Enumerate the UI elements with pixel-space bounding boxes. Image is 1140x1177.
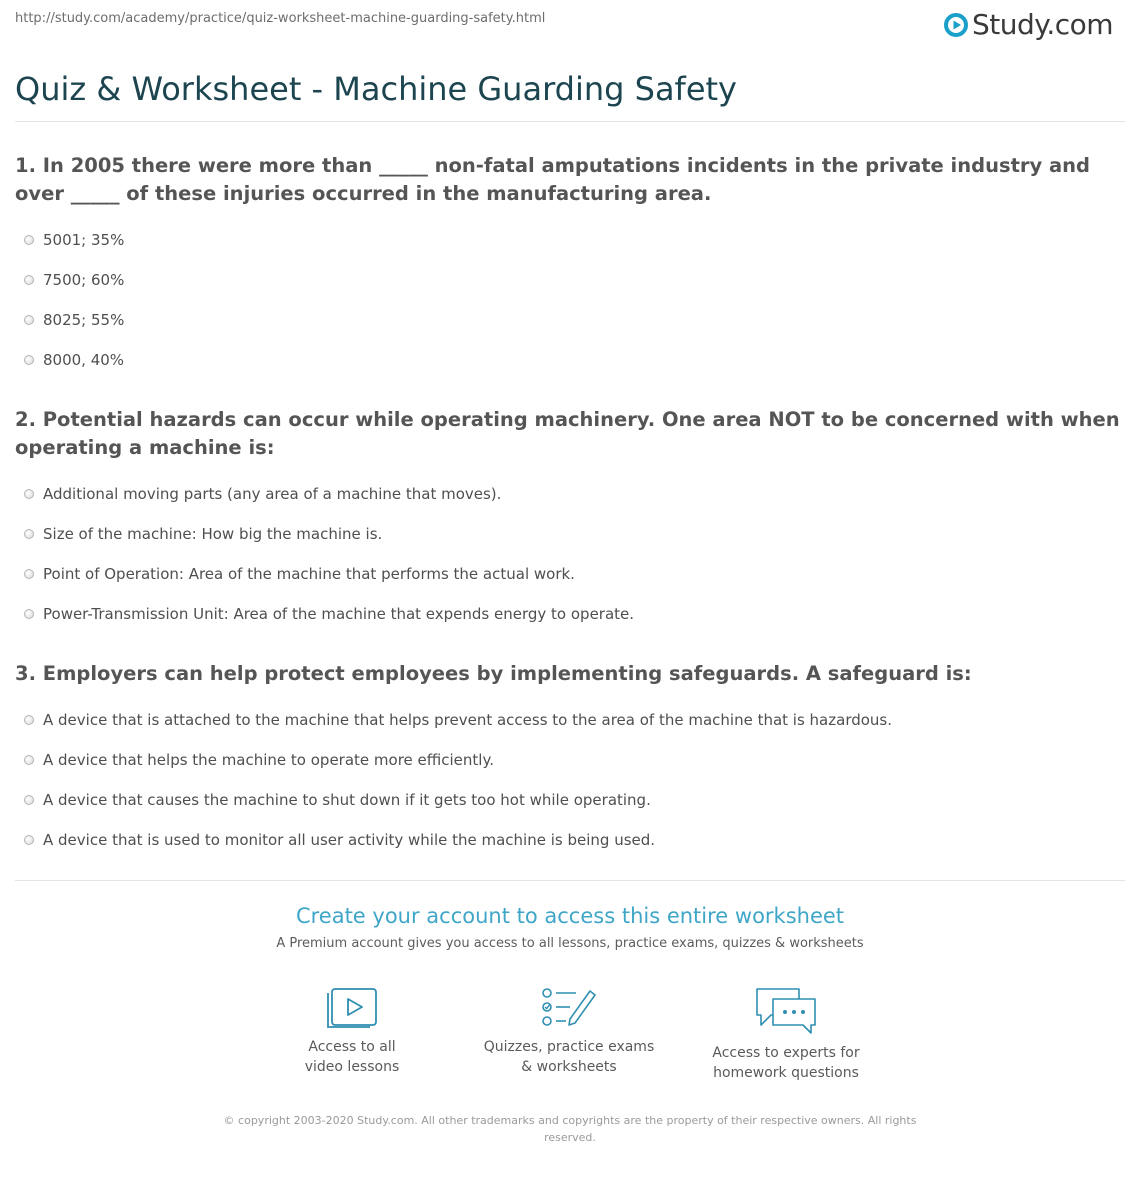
copyright-notice: © copyright 2003-2020 Study.com. All other trademarks and copyrights are the property of their respective owners. All rights reserved.: [223, 1114, 917, 1144]
answer-label: 5001; 35%: [43, 231, 125, 249]
answer-option[interactable]: [15, 780, 1125, 820]
answer-option[interactable]: [15, 820, 1125, 860]
answer-option[interactable]: [15, 340, 1125, 380]
chat-bubbles-icon: [753, 985, 819, 1035]
answer-label: A device that is used to monitor all user activity while the machine is being used.: [43, 831, 656, 849]
answer-label: Power-Transmission Unit: Area of the machine that expends energy to operate.: [43, 605, 635, 623]
cta-title-link[interactable]: Create your account to access this entire worksheet: [295, 904, 845, 928]
cta-divider: [15, 880, 1125, 881]
feature-video-lessons: [242, 985, 462, 1077]
question-2: [15, 406, 1125, 634]
feature-experts: [676, 985, 896, 1083]
answer-label: A device that causes the machine to shut down if it gets too hot while operating.: [43, 791, 651, 809]
study-logo[interactable]: [944, 8, 1113, 41]
radio-button[interactable]: [24, 315, 34, 325]
answer-label: A device that is attached to the machine that helps prevent access to the area of the machine that is hazardous.: [43, 711, 893, 729]
page-url: http://study.com/academy/practice/quiz-worksheet-machine-guarding-safety.html: [15, 11, 546, 26]
answer-option[interactable]: [15, 740, 1125, 780]
premium-features: [0, 985, 1140, 1095]
radio-button[interactable]: [24, 489, 34, 499]
answer-option[interactable]: [15, 220, 1125, 260]
radio-button[interactable]: [24, 235, 34, 245]
answer-option[interactable]: [15, 474, 1125, 514]
video-lesson-icon: [326, 985, 378, 1029]
radio-button[interactable]: [24, 609, 34, 619]
question-3: [15, 660, 1125, 860]
answer-label: Point of Operation: Area of the machine that performs the actual work.: [43, 565, 575, 583]
radio-button[interactable]: [24, 835, 34, 845]
radio-button[interactable]: [24, 795, 34, 805]
radio-button[interactable]: [24, 275, 34, 285]
question-text: 3. Employers can help protect employees by implementing safeguards. A safeguard is:: [15, 662, 972, 685]
answer-label: 8000, 40%: [43, 351, 125, 369]
feature-label: Quizzes, practice exams & worksheets: [483, 1039, 655, 1075]
radio-button[interactable]: [24, 755, 34, 765]
question-text: 2. Potential hazards can occur while operating machinery. One area NOT to be concerned with when operating a machine is:: [15, 408, 1120, 459]
page-title: Quiz & Worksheet - Machine Guarding Safety: [15, 70, 737, 108]
answer-label: Additional moving parts (any area of a machine that moves).: [43, 485, 502, 503]
cta-subtitle: A Premium account gives you access to all lessons, practice exams, quizzes & worksheets: [276, 936, 864, 951]
radio-button[interactable]: [24, 355, 34, 365]
radio-button[interactable]: [24, 715, 34, 725]
answer-option[interactable]: [15, 514, 1125, 554]
answer-label: Size of the machine: How big the machine is.: [43, 525, 383, 543]
answer-option[interactable]: [15, 260, 1125, 300]
answer-option[interactable]: [15, 594, 1125, 634]
answer-label: 8025; 55%: [43, 311, 125, 329]
quiz-checklist-icon: [540, 985, 598, 1029]
question-1: [15, 152, 1125, 380]
quiz-questions: [15, 152, 1125, 886]
play-circle-icon: [944, 13, 968, 37]
answer-option[interactable]: [15, 700, 1125, 740]
signup-cta: [0, 902, 1140, 951]
radio-button[interactable]: [24, 569, 34, 579]
feature-label: Access to experts for homework questions: [712, 1045, 860, 1081]
answer-option[interactable]: [15, 554, 1125, 594]
answer-label: 7500; 60%: [43, 271, 125, 289]
question-text: 1. In 2005 there were more than _____ non-fatal amputations incidents in the private industry and over _____ of these injuries occurred in the manufacturing area.: [15, 154, 1091, 205]
radio-button[interactable]: [24, 529, 34, 539]
answer-option[interactable]: [15, 300, 1125, 340]
feature-quizzes: [459, 985, 679, 1077]
logo-text: Study.com: [972, 8, 1114, 41]
answer-label: A device that helps the machine to operate more efficiently.: [43, 751, 494, 769]
feature-label: Access to all video lessons: [304, 1039, 400, 1075]
header-divider: [15, 121, 1125, 122]
